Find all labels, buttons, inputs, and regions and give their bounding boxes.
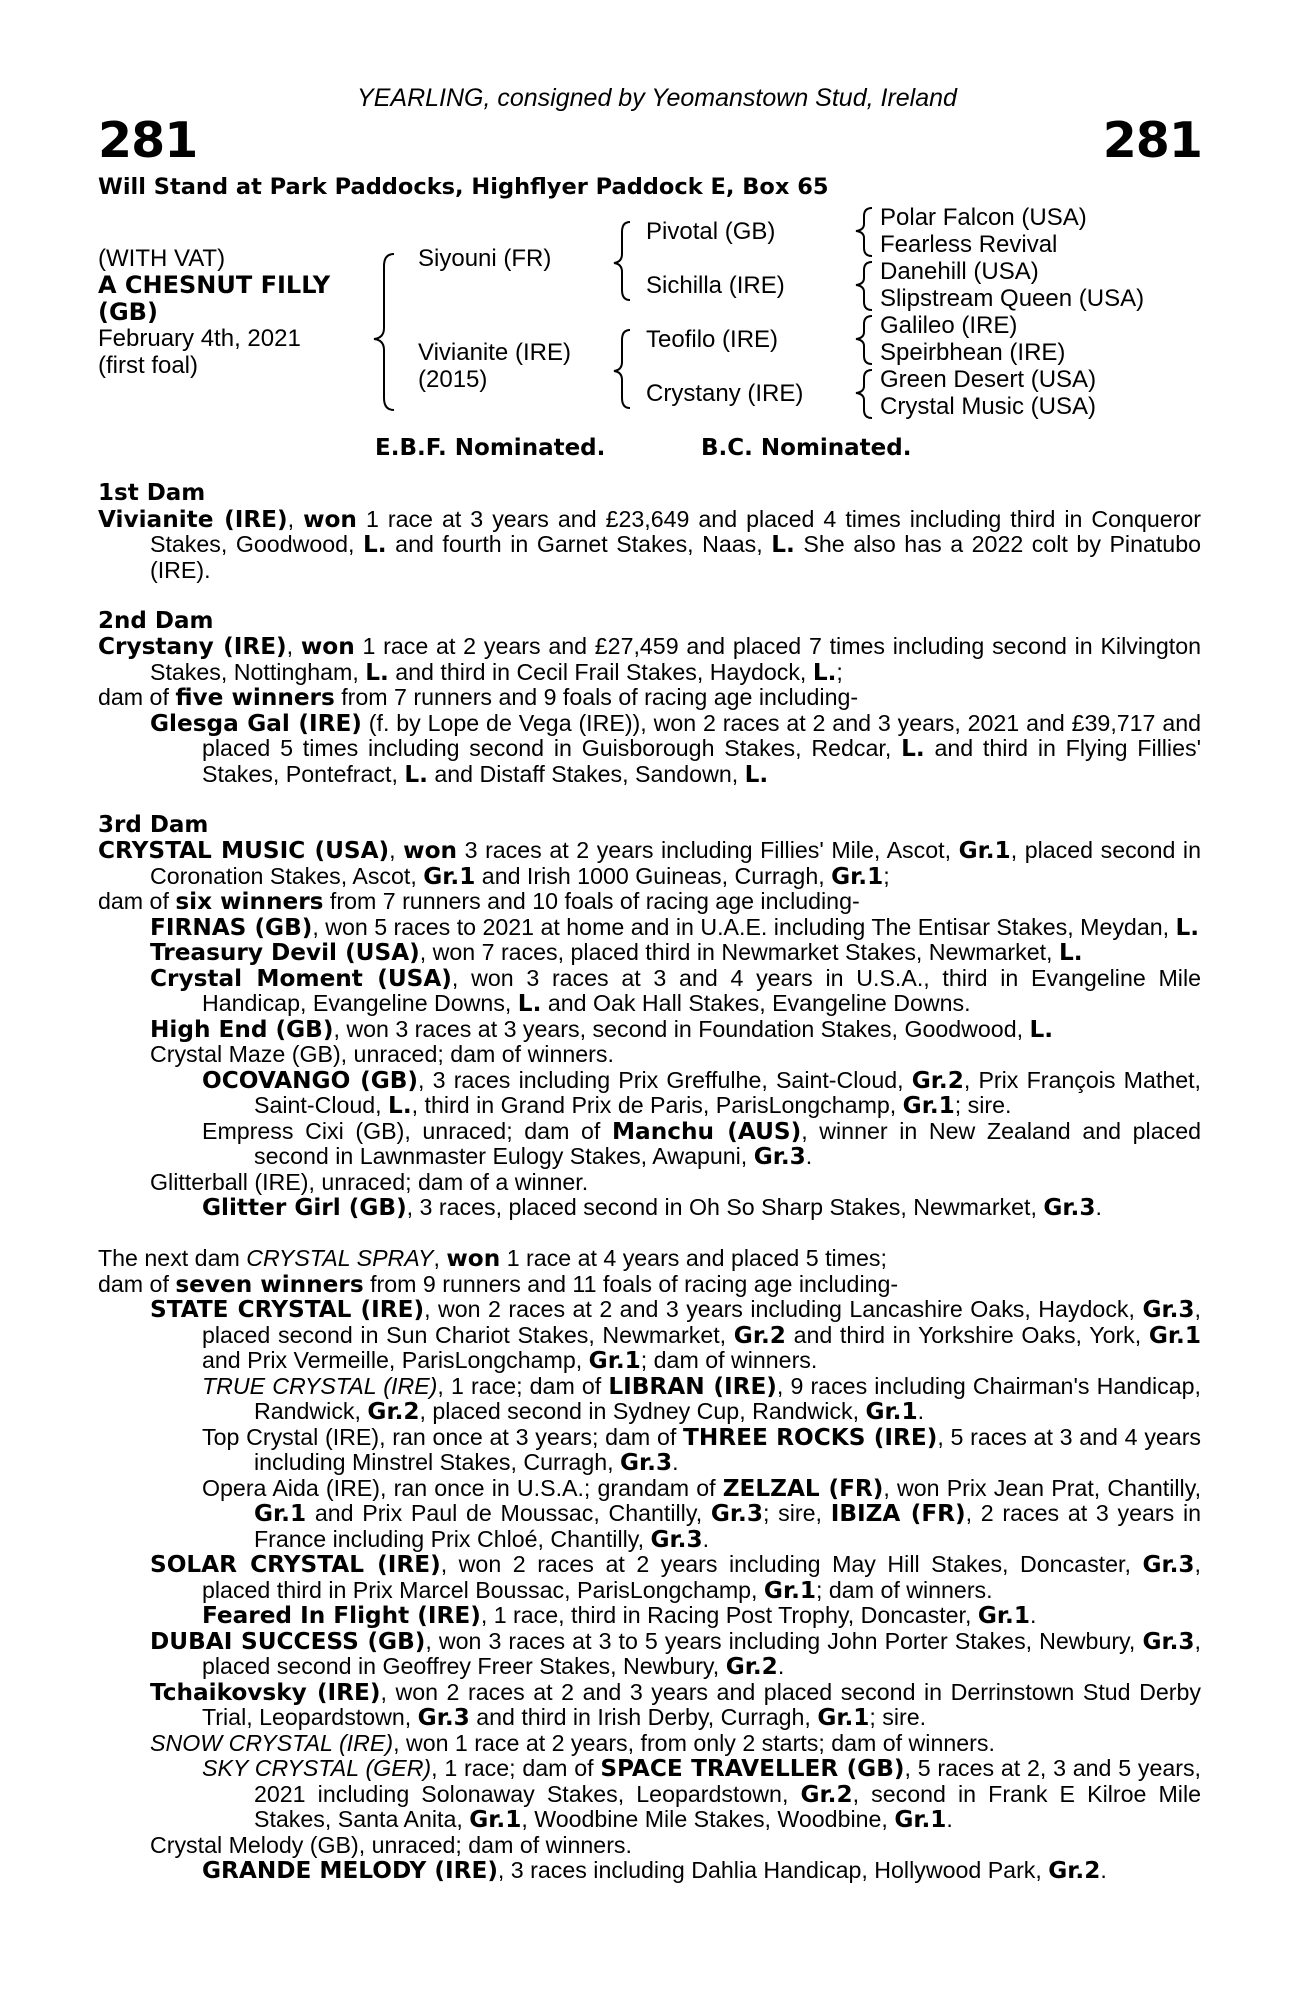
bold-text: Crystal Moment (USA)	[150, 964, 452, 992]
bold-text: won	[300, 633, 355, 660]
text-run: dam of	[98, 1270, 176, 1297]
bold-text: Gr.3	[1043, 1194, 1096, 1221]
text-run: ; sire.	[954, 1092, 1012, 1118]
text-run: .	[672, 1449, 679, 1475]
catalogue-subtitle: YEARLING, consigned by Yeomanstown Stud, Ireland	[357, 84, 957, 112]
bold-text: seven winners	[175, 1270, 364, 1298]
bold-text: L.	[771, 531, 795, 558]
text-run: (f. by Lope de Vega (IRE)), won 2 races at 2 and 3 years, 2021 and £39,717 and placed 5 times including second in Guisborough Stakes, Redcar,	[202, 709, 1202, 761]
bold-text: Gr.3	[417, 1704, 470, 1731]
italic-text: CRYSTAL SPRAY	[246, 1245, 434, 1271]
bold-text: won	[303, 505, 357, 533]
sire-dam-name: Sichilla (IRE)	[646, 272, 785, 299]
text-run: 3 races at 2 years including Fillies' Mile, Ascot,	[457, 837, 959, 863]
record-entry	[98, 685, 1201, 711]
lot-number-right: 281	[1102, 112, 1202, 169]
bold-text: Gr.3	[710, 1500, 763, 1527]
bold-text: L.	[1175, 913, 1200, 941]
text-run: , 3 races including Dahlia Handicap, Hollywood Park,	[497, 1857, 1049, 1883]
text-run: ; sire.	[869, 1704, 927, 1730]
bold-text: Gr.1	[977, 1602, 1030, 1629]
bold-text: Gr.2	[800, 1780, 853, 1808]
bold-text: Gr.2	[911, 1066, 964, 1094]
record-entry	[150, 1680, 1201, 1731]
text-run: , won 5 races to 2021 at home and in U.A.E. including The Entisar Stakes, Meydan,	[312, 913, 1176, 940]
bold-text: Tchaikovsky (IRE)	[150, 1678, 381, 1706]
bold-text: Gr.1	[817, 1704, 870, 1731]
bold-text: Gr.1	[254, 1500, 307, 1527]
bold-text: L.	[517, 990, 542, 1017]
bold-text: ZELZAL (FR)	[722, 1474, 884, 1502]
text-run: , second in Frank E Kilroe Mile Stakes, Santa Anita,	[254, 1780, 1202, 1832]
text-run: , won 3 races at 3 to 5 years including John Porter Stakes, Newbury,	[425, 1627, 1143, 1654]
text-run: .	[917, 1398, 925, 1424]
record-entry	[150, 915, 1201, 941]
text-run: , won 2 races at 2 and 3 years and placed second in Derrinstown Stud Derby Trial, Leopardstown,	[202, 1678, 1201, 1730]
bold-text: FIRNAS (GB)	[150, 913, 313, 941]
text-run: , won 7 races, placed third in Newmarket Stakes, Newmarket,	[419, 939, 1059, 965]
bold-text: six winners	[175, 888, 324, 915]
text-run: , 3 races, placed second in Oh So Sharp Stakes, Newmarket,	[406, 1194, 1044, 1220]
text-run: , 2 races at 3 years in France including Prix Chloé, Chantilly,	[254, 1500, 1201, 1552]
text-run: and Irish 1000 Guineas, Curragh,	[475, 862, 832, 889]
text-run: , placed second in Sun Chariot Stakes, Newmarket,	[202, 1296, 1201, 1348]
text-run: ,	[287, 505, 304, 532]
text-run: ; dam of winners.	[816, 1576, 993, 1603]
record-entry	[150, 1297, 1201, 1374]
bold-text: Gr.2	[367, 1398, 420, 1425]
italic-text: TRUE CRYSTAL (IRE)	[202, 1372, 438, 1399]
section-heading: 2nd Dam	[98, 607, 214, 634]
text-run: , 1 race; dam of	[437, 1372, 609, 1399]
bold-text: won	[446, 1245, 501, 1272]
text-run: , winner in New Zealand and placed second in Lawnmaster Eulogy Stakes, Awapuni,	[254, 1117, 1201, 1169]
horse-country: (GB)	[98, 298, 158, 326]
bold-text: STATE CRYSTAL (IRE)	[150, 1296, 425, 1323]
record-entry	[202, 1858, 1201, 1884]
record-entry	[98, 889, 1201, 915]
text-run: ,	[389, 837, 404, 863]
foal-note: (first foal)	[98, 352, 199, 379]
section-heading: 1st Dam	[98, 480, 206, 506]
text-run: , placed second in Coronation Stakes, Ascot,	[150, 837, 1201, 889]
bold-text: SOLAR CRYSTAL (IRE)	[150, 1551, 441, 1578]
bold-text: Gr.1	[958, 837, 1011, 864]
ancestor-gen4: Fearless Revival	[880, 231, 1058, 258]
bold-text: Gr.3	[753, 1143, 806, 1170]
section-heading: 3rd Dam	[98, 811, 209, 838]
bold-text: Gr.1	[902, 1092, 955, 1119]
text-run: .	[777, 1653, 785, 1679]
text-run: ;	[883, 862, 890, 889]
text-run: , 5 races at 2, 3 and 5 years, 2021 including Solonaway Stakes, Leopardstown,	[254, 1755, 1201, 1807]
horse-name: A CHESNUT FILLY	[98, 271, 331, 299]
text-run: from 7 runners and 9 foals of racing age including-	[334, 684, 859, 710]
text-run: , third in Grand Prix de Paris, ParisLongchamp,	[411, 1092, 903, 1118]
record-entry	[150, 1170, 1201, 1196]
ancestor-gen4: Danehill (USA)	[880, 258, 1039, 285]
record-entry	[202, 1068, 1201, 1119]
bold-text: L.	[363, 531, 387, 558]
italic-text: SKY CRYSTAL (GER)	[202, 1755, 432, 1781]
bold-text: L.	[901, 735, 925, 762]
bold-text: DUBAI SUCCESS (GB)	[150, 1627, 426, 1655]
record-entry	[202, 1603, 1201, 1629]
bold-text: Vivianite (IRE)	[98, 505, 288, 533]
text-run: 1 race at 2 years and £27,459 and placed 7 times including second in Kilvington Stakes, Nottingham,	[150, 633, 1201, 685]
ancestor-gen4: Crystal Music (USA)	[880, 393, 1097, 420]
section-gap	[98, 1221, 1201, 1247]
bold-text: Glitter Girl (GB)	[202, 1194, 407, 1221]
text-run: ;	[836, 658, 843, 685]
text-run: , placed second in Geoffrey Freer Stakes, Newbury,	[202, 1627, 1201, 1679]
bold-text: Gr.3	[1142, 1627, 1195, 1655]
record-entry	[202, 1476, 1201, 1553]
ancestor-gen4: Speirbhean (IRE)	[880, 339, 1066, 366]
italic-text: SNOW CRYSTAL (IRE)	[150, 1729, 394, 1756]
text-run: Glitterball (IRE), unraced; dam of a winner.	[150, 1168, 589, 1195]
bold-text: SPACE TRAVELLER (GB)	[600, 1755, 905, 1782]
text-run: She also has a 2022 colt by Pinatubo (IRE).	[150, 531, 1201, 583]
record-entry	[202, 1195, 1201, 1221]
text-run: and Prix Paul de Moussac, Chantilly,	[306, 1500, 711, 1526]
record-entry	[98, 838, 1201, 889]
text-run: dam of	[98, 888, 176, 914]
record-entry	[150, 1042, 1201, 1068]
text-run: from 9 runners and 11 foals of racing age including-	[363, 1270, 899, 1297]
record-entry	[150, 711, 1201, 788]
ebf-nomination: E.B.F. Nominated.	[375, 435, 606, 461]
bold-text: OCOVANGO (GB)	[202, 1066, 418, 1094]
record-entry	[150, 1833, 1201, 1859]
text-run: , won 1 race at 2 years, from only 2 starts; dam of winners.	[393, 1729, 995, 1756]
bold-text: Feared In Flight (IRE)	[202, 1602, 481, 1629]
text-run: , placed third in Prix Marcel Boussac, ParisLongchamp,	[202, 1551, 1201, 1603]
bold-text: Crystany (IRE)	[98, 633, 287, 660]
text-run: , won 3 races at 3 and 4 years in U.S.A., third in Evangeline Mile Handicap, Evangeline Downs,	[202, 964, 1201, 1016]
bold-text: Gr.3	[620, 1449, 673, 1476]
text-run: , 1 race; dam of	[431, 1755, 601, 1781]
bold-text: Gr.2	[733, 1321, 786, 1349]
text-run: and third in Flying Fillies' Stakes, Pontefract,	[202, 735, 1201, 787]
text-run: .	[1095, 1194, 1102, 1220]
text-run: and Prix Vermeille, ParisLongchamp,	[202, 1347, 589, 1373]
record-entry	[150, 966, 1201, 1017]
bc-nomination: B.C. Nominated.	[701, 435, 912, 461]
bold-text: Glesga Gal (IRE)	[150, 709, 362, 737]
text-run: The next dam	[98, 1245, 247, 1271]
lot-number-left: 281	[98, 112, 198, 169]
record-entry	[150, 1731, 1201, 1757]
bold-text: L.	[404, 760, 428, 788]
dam-sire-name: Teofilo (IRE)	[646, 326, 779, 353]
bold-text: Treasury Devil (USA)	[150, 939, 420, 966]
text-run: .	[805, 1143, 813, 1169]
text-run: and Oak Hall Stakes, Evangeline Downs.	[541, 990, 971, 1016]
record-entry	[98, 1272, 1201, 1298]
bold-text: Gr.1	[865, 1398, 918, 1425]
record-entry	[150, 1552, 1201, 1603]
bold-text: CRYSTAL MUSIC (USA)	[98, 837, 390, 864]
bold-text: five winners	[175, 684, 335, 711]
record-entry	[202, 1374, 1201, 1425]
record-entry	[202, 1425, 1201, 1476]
text-run: ,	[433, 1245, 447, 1271]
bold-text: Gr.1	[1148, 1321, 1201, 1349]
bold-text: Gr.1	[894, 1806, 947, 1833]
bold-text: L.	[388, 1092, 412, 1119]
text-run: and fourth in Garnet Stakes, Naas,	[386, 531, 772, 557]
text-run: , Woodbine Mile Stakes, Woodbine,	[521, 1806, 895, 1832]
bold-text: High End (GB)	[150, 1015, 334, 1043]
bold-text: Gr.1	[831, 862, 884, 890]
vat-note: (WITH VAT)	[98, 245, 226, 272]
text-run: Empress Cixi (GB), unraced; dam of	[202, 1117, 612, 1144]
text-run: , placed second in Sydney Cup, Randwick,	[419, 1398, 866, 1424]
bold-text: L.	[1029, 1015, 1054, 1043]
bold-text: THREE ROCKS (IRE)	[683, 1423, 938, 1451]
text-run: , won 3 races at 3 years, second in Foundation Stakes, Goodwood,	[333, 1015, 1030, 1042]
sire-name: Siyouni (FR)	[418, 245, 552, 272]
text-run: from 7 runners and 10 foals of racing age including-	[323, 888, 860, 914]
text-run: and third in Cecil Frail Stakes, Haydock,	[388, 658, 813, 685]
dam-dam-name: Crystany (IRE)	[646, 380, 804, 407]
section-gap	[98, 787, 1201, 813]
text-run: ; sire,	[762, 1500, 831, 1526]
section-gap	[98, 583, 1201, 609]
ancestor-gen4: Galileo (IRE)	[880, 312, 1018, 339]
text-run: and Distaff Stakes, Sandown,	[427, 760, 745, 787]
record-entry	[150, 1017, 1201, 1043]
text-run: ,	[286, 633, 301, 659]
ancestor-gen4: Slipstream Queen (USA)	[880, 285, 1145, 312]
text-run: .	[702, 1525, 710, 1552]
text-run: and third in Irish Derby, Curragh,	[469, 1704, 818, 1730]
text-run: .	[1029, 1602, 1037, 1628]
text-run: , won 2 races at 2 and 3 years including Lancashire Oaks, Haydock,	[424, 1296, 1143, 1322]
text-run: and third in Yorkshire Oaks, York,	[785, 1321, 1149, 1348]
bold-text: Gr.2	[725, 1653, 778, 1680]
bold-text: IBIZA (FR)	[830, 1500, 966, 1527]
bold-text: Gr.3	[1142, 1296, 1195, 1323]
bold-text: Gr.1	[469, 1806, 522, 1833]
stand-location: Will Stand at Park Paddocks, Highflyer Paddock E, Box 65	[98, 174, 829, 200]
text-run: ; dam of winners.	[640, 1347, 818, 1373]
bold-text: Gr.3	[650, 1525, 703, 1553]
text-run: 1 race at 4 years and placed 5 times;	[500, 1245, 887, 1271]
record-entry	[150, 1629, 1201, 1680]
text-run: 1 race at 3 years and £23,649 and placed 4 times including third in Conqueror Stakes, Goodwood,	[150, 505, 1201, 557]
record-entry	[202, 1119, 1201, 1170]
text-run: , Prix François Mathet, Saint-Cloud,	[254, 1066, 1201, 1118]
ancestor-gen4: Polar Falcon (USA)	[880, 204, 1087, 231]
text-run: .	[946, 1806, 953, 1832]
record-entry	[98, 634, 1201, 685]
record-entry	[98, 507, 1201, 584]
text-run: , 9 races including Chairman's Handicap, Randwick,	[254, 1372, 1201, 1424]
text-run: , 3 races including Prix Greffulhe, Saint-Cloud,	[418, 1066, 912, 1093]
bold-text: GRANDE MELODY (IRE)	[202, 1857, 498, 1884]
bold-text: L.	[812, 658, 837, 686]
text-run: , won 2 races at 2 years including May Hill Stakes, Doncaster,	[440, 1551, 1143, 1577]
sire-sire-name: Pivotal (GB)	[646, 218, 776, 245]
text-run: Crystal Melody (GB), unraced; dam of winners.	[150, 1831, 632, 1858]
text-run: , won Prix Jean Prat, Chantilly,	[883, 1474, 1202, 1501]
bold-text: won	[403, 837, 458, 864]
bold-text: Gr.1	[763, 1576, 817, 1604]
bold-text: Gr.3	[1142, 1551, 1195, 1578]
record-entry	[202, 1756, 1201, 1833]
record-entry	[150, 940, 1201, 966]
text-run: .	[1100, 1857, 1107, 1883]
text-run: dam of	[98, 684, 176, 710]
text-run: Opera Aida (IRE), ran once in U.S.A.; grandam of	[202, 1474, 723, 1501]
ancestor-gen4: Green Desert (USA)	[880, 366, 1097, 393]
dam-foaling-year: (2015)	[418, 366, 488, 393]
bold-text: L.	[365, 658, 389, 686]
bold-text: Gr.1	[423, 862, 476, 890]
bold-text: Gr.1	[588, 1347, 641, 1374]
family-record	[98, 481, 1201, 1884]
text-run: Crystal Maze (GB), unraced; dam of winners.	[150, 1041, 614, 1067]
text-run: , 5 races at 3 and 4 years including Minstrel Stakes, Curragh,	[254, 1423, 1202, 1475]
text-run: Top Crystal (IRE), ran once at 3 years; dam of	[202, 1423, 684, 1450]
dam-name: Vivianite (IRE)	[418, 339, 571, 366]
bold-text: LIBRAN (IRE)	[608, 1372, 777, 1400]
bold-text: L.	[744, 760, 769, 788]
text-run: , 1 race, third in Racing Post Trophy, Doncaster,	[480, 1602, 978, 1628]
bold-text: L.	[1058, 939, 1083, 966]
foaling-date: February 4th, 2021	[98, 325, 301, 352]
bold-text: Gr.2	[1048, 1857, 1101, 1884]
record-entry	[98, 1246, 1201, 1272]
bold-text: Manchu (AUS)	[611, 1117, 802, 1145]
